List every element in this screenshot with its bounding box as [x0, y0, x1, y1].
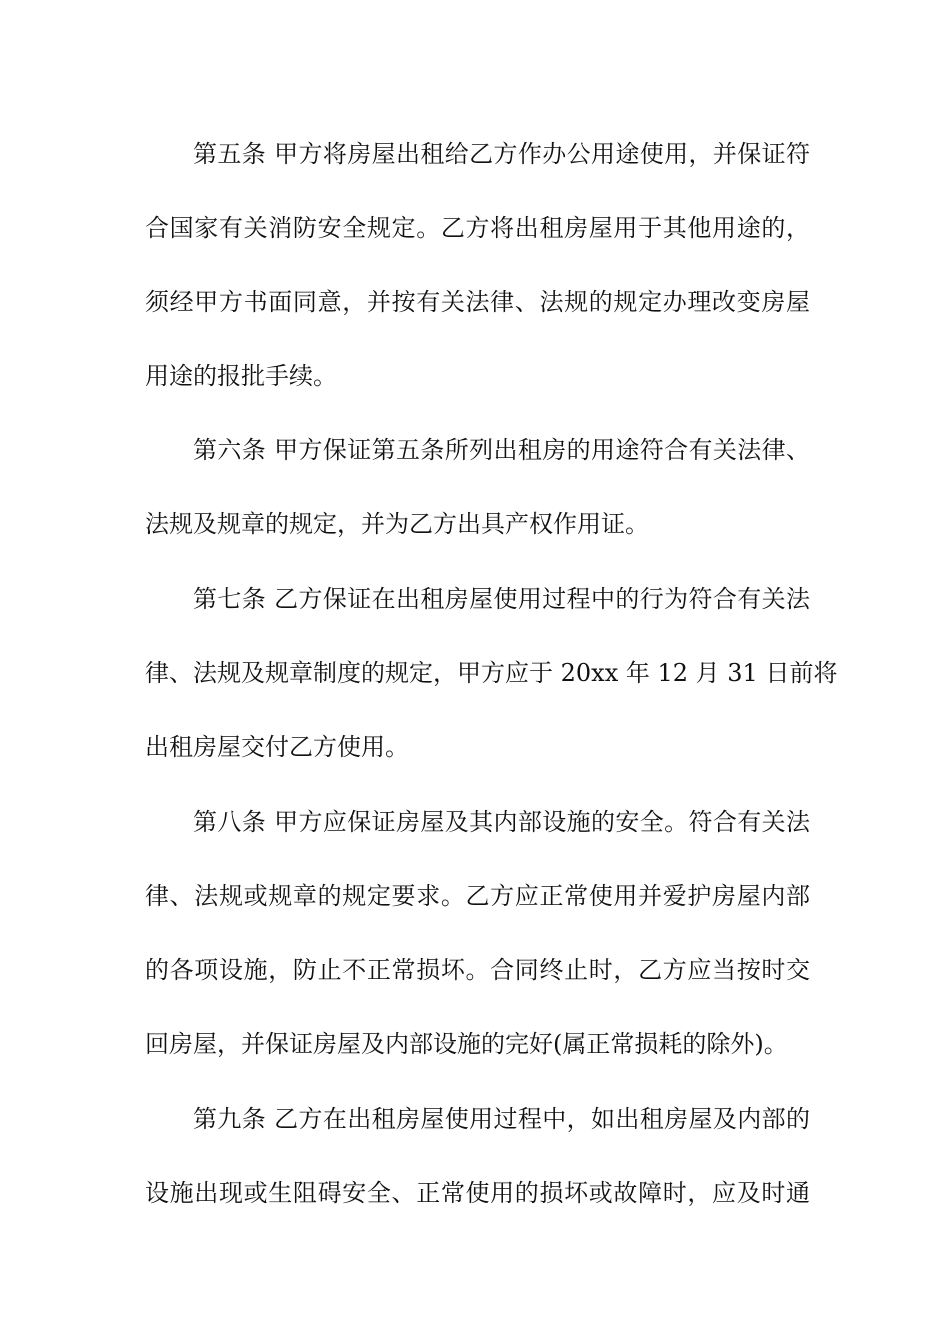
- article-5-line-2: 合国家有关消防安全规定。乙方将出租房屋用于其他用途的，: [145, 214, 810, 242]
- article-5-line-1: 第五条 甲方将房屋出租给乙方作办公用途使用，并保证符: [193, 140, 810, 168]
- article-6-line-1: 第六条 甲方保证第五条所列出租房的用途符合有关法律、: [193, 436, 810, 464]
- article-8-line-1: 第八条 甲方应保证房屋及其内部设施的安全。符合有关法: [193, 808, 810, 836]
- article-6-line-2: 法规及规章的规定，并为乙方出具产权作用证。: [145, 510, 649, 538]
- article-8-line-4: 回房屋，并保证房屋及内部设施的完好(属正常损耗的除外)。: [145, 1030, 788, 1058]
- article-8-line-2: 律、法规或规章的规定要求。乙方应正常使用并爱护房屋内部: [145, 882, 810, 910]
- article-8-line-3: 的各项设施，防止不正常损坏。合同终止时，乙方应当按时交: [145, 956, 810, 984]
- article-5-line-4: 用途的报批手续。: [145, 362, 337, 390]
- article-9-line-1: 第九条 乙方在出租房屋使用过程中，如出租房屋及内部的: [193, 1105, 810, 1133]
- article-7-line-1: 第七条 乙方保证在出租房屋使用过程中的行为符合有关法: [193, 585, 810, 613]
- article-9-line-2: 设施出现或生阻碍安全、正常使用的损坏或故障时，应及时通: [145, 1179, 810, 1207]
- article-7-line-3: 出租房屋交付乙方使用。: [145, 733, 409, 761]
- article-5-line-3: 须经甲方书面同意，并按有关法律、法规的规定办理改变房屋: [145, 288, 810, 316]
- article-7-line-2: 律、法规及规章制度的规定，甲方应于 20xx 年 12 月 31 日前将: [145, 659, 838, 687]
